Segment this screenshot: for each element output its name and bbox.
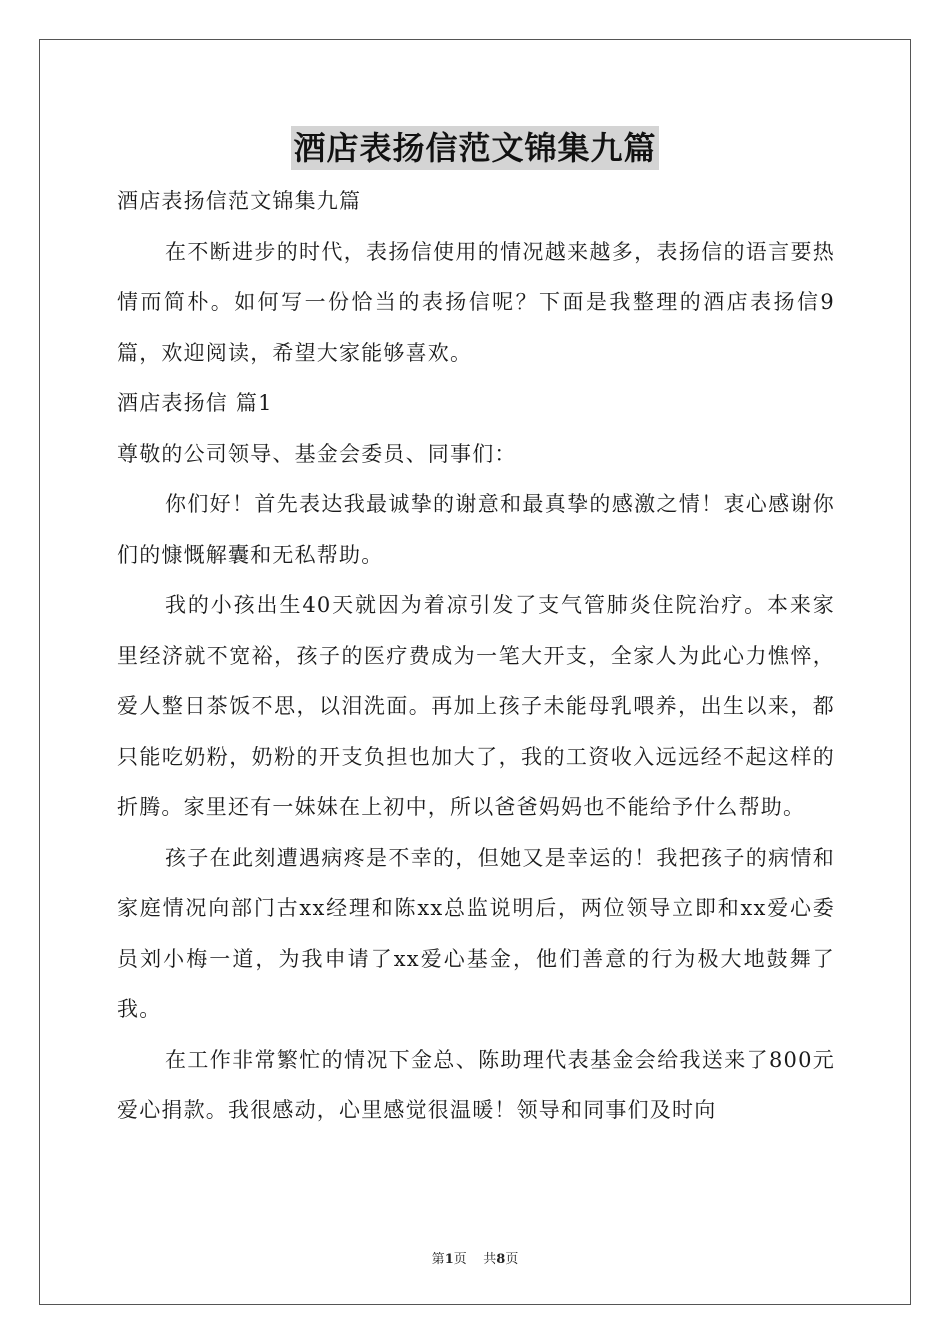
paragraph: 在工作非常繁忙的情况下金总、陈助理代表基金会给我送来了800元爱心捐款。我很感动，心里感觉很温暖！领导和同事们及时向 [117,1047,835,1122]
page-suffix: 页 [505,1252,519,1267]
paragraph-subtitle: 酒店表扬信范文锦集九篇 [117,189,362,213]
section-heading: 酒店表扬信 篇1 [117,391,273,415]
page-current: 1 [444,1252,454,1267]
paragraph: 你们好！首先表达我最诚挚的谢意和最真挚的感激之情！衷心感谢你们的慷慨解囊和无私帮助。 [117,492,835,567]
salutation: 尊敬的公司领导、基金会委员、同事们： [117,441,517,466]
page-total: 8 [496,1252,506,1267]
paragraph-intro: 在不断进步的时代，表扬信使用的情况越来越多，表扬信的语言要热情而简朴。如何写一份恰当的表扬信呢？下面是我整理的酒店表扬信9篇，欢迎阅读，希望大家能够喜欢。 [117,239,835,365]
page-prefix: 第 [431,1252,445,1267]
document-title: 酒店表扬信范文锦集九篇 [291,126,658,170]
document-body [117,176,835,1136]
paragraph: 孩子在此刻遭遇病疼是不幸的，但她又是幸运的！我把孩子的病情和家庭情况向部门古xx经理和陈xx总监说明后，两位领导立即和xx爱心委员刘小梅一道，为我申请了xx爱心基金，他们善意的行为极大地鼓舞了我。 [117,845,835,1021]
paragraph: 我的小孩出生40天就因为着凉引发了支气管肺炎住院治疗。本来家里经济就不宽裕，孩子的医疗费成为一笔大开支，全家人为此心力憔悴，爱人整日茶饭不思，以泪洗面。再加上孩子未能母乳喂养，出生以来，都只能吃奶粉，奶粉的开支负担也加大了，我的工资收入远远经不起这样的折腾。家里还有一妹妹在上初中，所以爸爸妈妈也不能给予什么帮助。 [117,593,835,819]
title-container [0,126,950,170]
page-footer [0,1248,950,1267]
page-mid: 页 共 [453,1252,497,1267]
